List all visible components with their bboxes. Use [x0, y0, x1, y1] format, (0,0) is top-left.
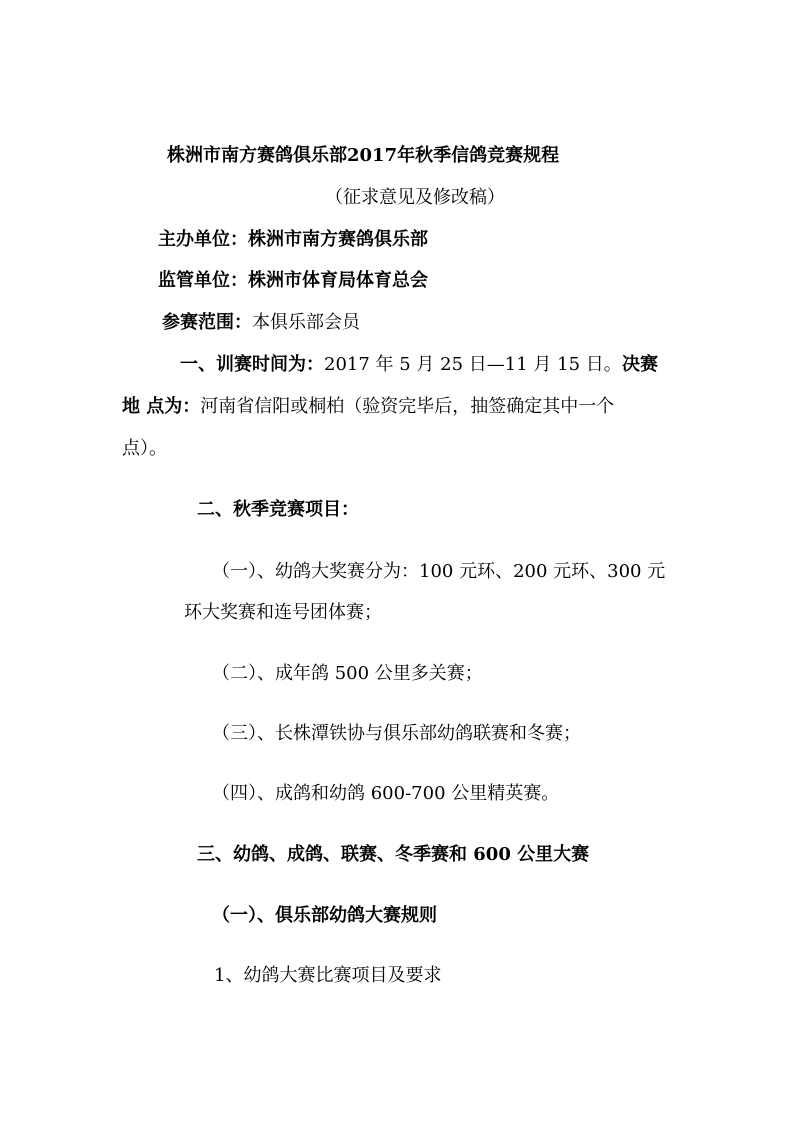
section1-heading: 一、训赛时间为： [180, 354, 324, 375]
supervisor-row [158, 269, 428, 293]
scope-value: 本俱乐部会员 [252, 312, 360, 333]
organizer-row [158, 228, 428, 252]
organizer-value: 株洲市南方赛鸽俱乐部 [248, 229, 428, 250]
section3-sub1-item1: 1、幼鸽大赛比赛项目及要求 [214, 965, 442, 986]
section1-final-value: 河南省信阳或桐柏（验资完毕后，抽签确定其中一个 [200, 396, 615, 417]
scope-row [162, 311, 360, 335]
section2-heading: 二、秋季竞赛项目： [197, 499, 359, 520]
section2-item-1-cont: 环大奖赛和连号团体赛； [184, 602, 382, 623]
section2-item-4: （四）、成鸽和幼鸽 600-700 公里精英赛。 [212, 783, 560, 804]
document-title: 株洲市南方赛鸽俱乐部2017年秋季信鸽竞赛规程 [167, 145, 560, 166]
section2-item-3: （三）、长株潭铁协与俱乐部幼鸽联赛和冬赛； [212, 723, 581, 744]
section1-time: 2017 年 5 月 25 日—11 月 15 日。 [324, 354, 622, 375]
section2-item-1: （一）、幼鸽大奖赛分为：100 元环、200 元环、300 元 [212, 561, 666, 582]
section1-line3: 点）。 [122, 438, 167, 459]
scope-label: 参赛范围： [162, 312, 252, 333]
section1-final-label: 决赛 [622, 354, 658, 375]
supervisor-value: 株洲市体育局体育总会 [248, 270, 428, 291]
section1-line2 [122, 395, 614, 419]
section1-final-label-2: 地 点为： [122, 396, 201, 417]
document-subtitle: （征求意见及修改稿） [325, 187, 505, 208]
section3-heading: 三、幼鸽、成鸽、联赛、冬季赛和 600 公里大赛 [197, 844, 590, 865]
organizer-label: 主办单位： [158, 229, 248, 250]
section1-line1 [180, 353, 622, 377]
supervisor-label: 监管单位： [158, 270, 248, 291]
section3-sub1: （一）、俱乐部幼鸽大赛规则 [212, 905, 437, 926]
section2-item-2: （二）、成年鸽 500 公里多关赛； [212, 663, 483, 684]
